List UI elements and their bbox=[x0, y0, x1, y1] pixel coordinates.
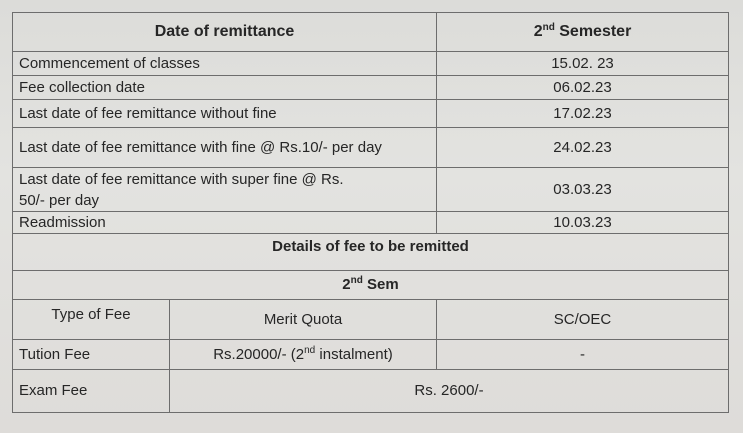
fee-details-title-row bbox=[13, 234, 729, 271]
row-date: 03.03.23 bbox=[437, 168, 729, 212]
row-label: Last date of fee remittance with fine @ Rs.10/- per day bbox=[13, 128, 437, 168]
exam-fee-label: Exam Fee bbox=[13, 370, 170, 413]
exam-fee-value: Rs. 2600/- bbox=[170, 370, 729, 413]
row-label: Last date of fee remittance with super fine @ Rs. 50/- per day bbox=[13, 168, 437, 212]
fee-details-title: Details of fee to be remitted bbox=[13, 234, 729, 271]
header-date-of-remittance: Date of remittance bbox=[13, 13, 437, 52]
fee-columns-row bbox=[13, 300, 729, 340]
row-date: 06.02.23 bbox=[437, 76, 729, 100]
table-row bbox=[13, 76, 729, 100]
row-date: 17.02.23 bbox=[437, 100, 729, 128]
header-semester: 2nd Semester bbox=[437, 13, 729, 52]
fee-semester-label: 2nd Sem bbox=[13, 271, 729, 300]
remittance-header-row bbox=[13, 13, 729, 52]
row-label: Readmission bbox=[13, 212, 437, 234]
row-date: 15.02. 23 bbox=[437, 52, 729, 76]
col-type-of-fee: Type of Fee bbox=[13, 300, 170, 340]
col-merit-quota: Merit Quota bbox=[170, 300, 437, 340]
table-row bbox=[13, 52, 729, 76]
table-row bbox=[13, 168, 729, 212]
row-date: 10.03.23 bbox=[437, 212, 729, 234]
table-row bbox=[13, 100, 729, 128]
row-label: Last date of fee remittance without fine bbox=[13, 100, 437, 128]
row-label: Fee collection date bbox=[13, 76, 437, 100]
table-row bbox=[13, 128, 729, 168]
fee-semester-row bbox=[13, 271, 729, 300]
row-date: 24.02.23 bbox=[437, 128, 729, 168]
col-sc-oec: SC/OEC bbox=[437, 300, 729, 340]
tuition-fee-label: Tution Fee bbox=[13, 340, 170, 370]
tuition-fee-sc: - bbox=[437, 340, 729, 370]
row-label: Commencement of classes bbox=[13, 52, 437, 76]
exam-fee-row bbox=[13, 370, 729, 413]
fee-schedule-table bbox=[12, 12, 729, 413]
table-row bbox=[13, 212, 729, 234]
tuition-fee-merit: Rs.20000/- (2nd instalment) bbox=[170, 340, 437, 370]
tuition-fee-row bbox=[13, 340, 729, 370]
